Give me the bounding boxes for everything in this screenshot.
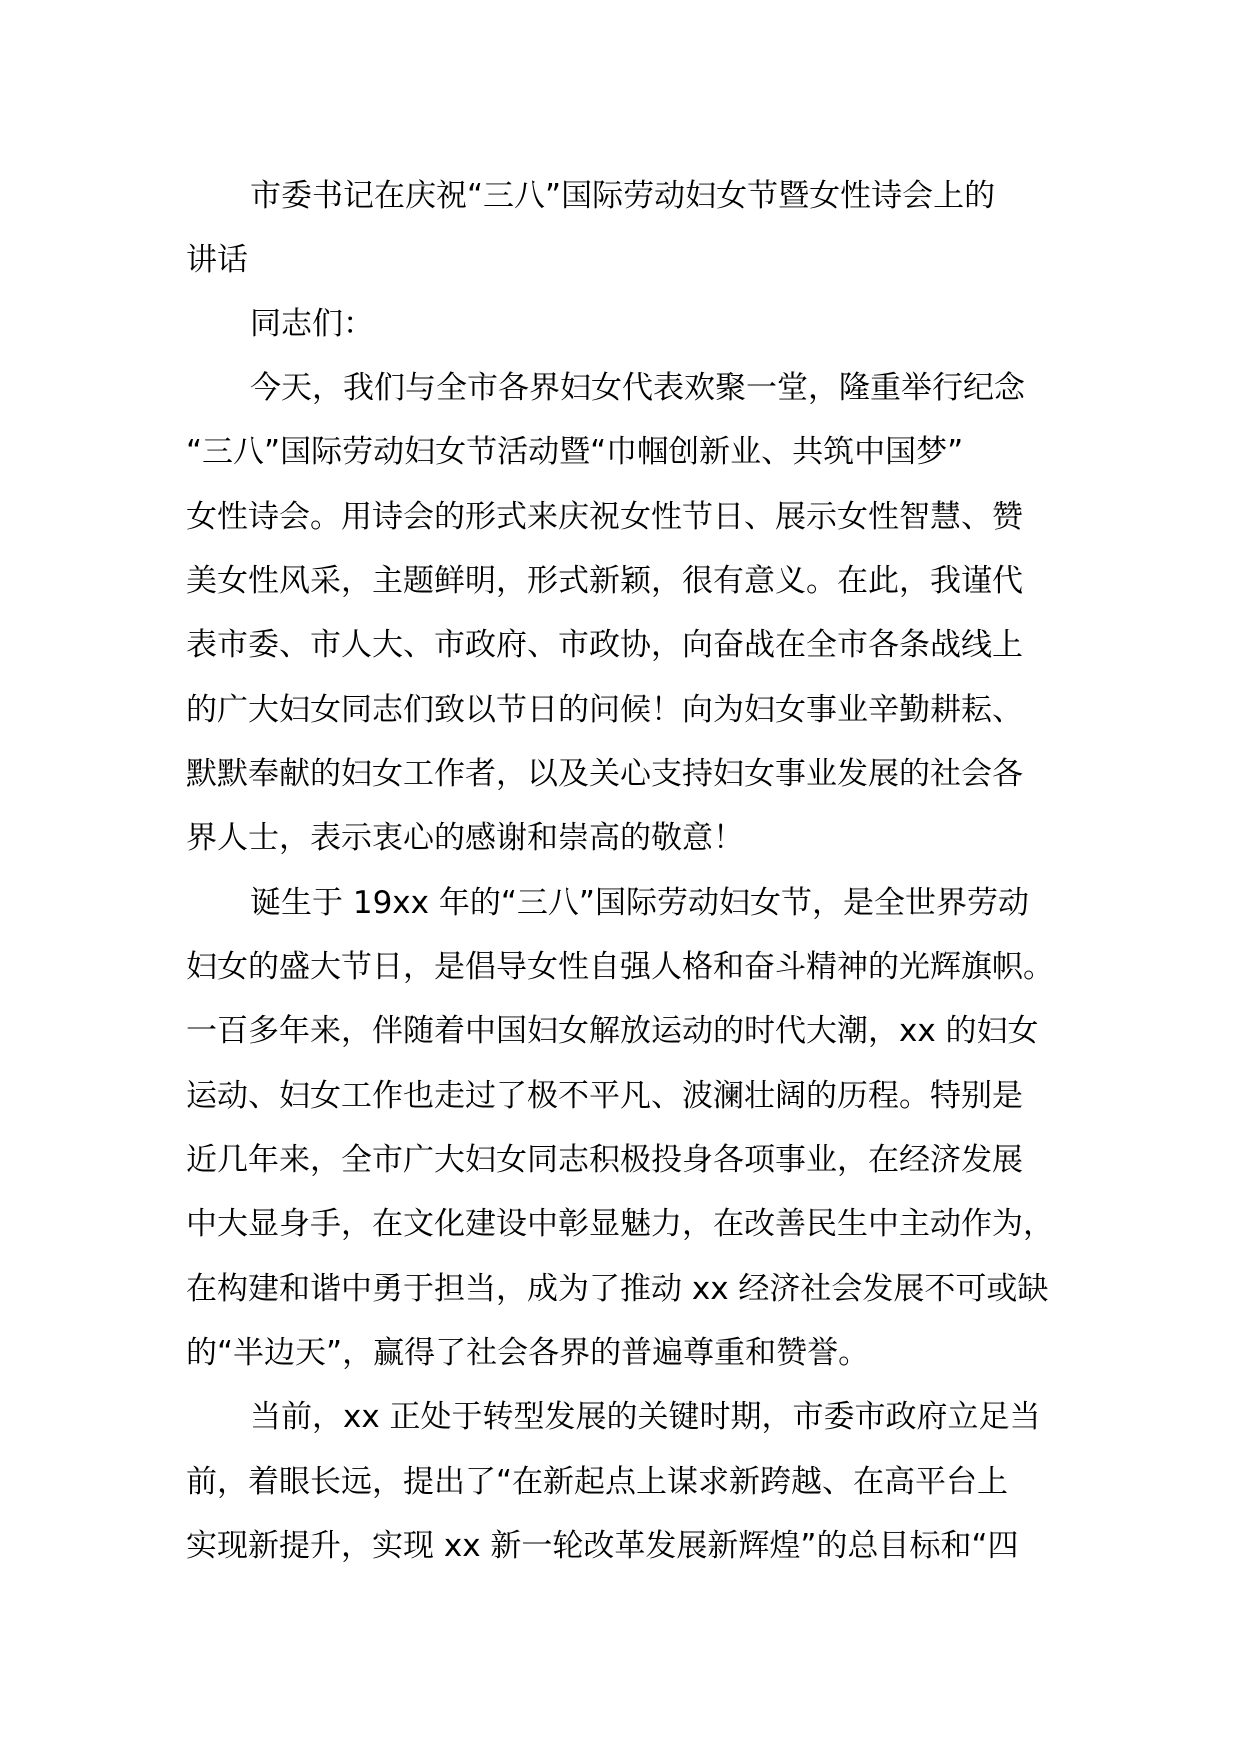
paragraph-line: 界人士，表示衷心的感谢和崇高的敬意！	[186, 820, 744, 856]
paragraph-line: 在构建和谐中勇于担当，成为了推动 xx 经济社会发展不可或缺	[186, 1271, 1049, 1307]
paragraph-line: 默默奉献的妇女工作者，以及关心支持妇女事业发展的社会各	[186, 756, 1023, 792]
paragraph-line: 近几年来，全市广大妇女同志积极投身各项事业，在经济发展	[186, 1142, 1023, 1178]
paragraph-line: 美女性风采，主题鲜明，形式新颖，很有意义。在此，我谨代	[186, 563, 1023, 599]
paragraph-line: “三八”国际劳动妇女节活动暨“巾帼创新业、共筑中国梦”	[186, 434, 964, 470]
paragraph-line: 的广大妇女同志们致以节日的问候！向为妇女事业辛勤耕耘、	[186, 692, 1023, 728]
title-line-2: 讲话	[186, 242, 248, 278]
paragraph-line: 当前，xx 正处于转型发展的关键时期，市委市政府立足当	[250, 1399, 1041, 1435]
paragraph-line: 中大显身手，在文化建设中彰显魅力，在改善民生中主动作为，	[186, 1206, 1054, 1242]
paragraph-line: 一百多年来，伴随着中国妇女解放运动的时代大潮，xx 的妇女	[186, 1013, 1039, 1049]
paragraph-line: 诞生于 19xx 年的“三八”国际劳动妇女节，是全世界劳动	[250, 885, 1029, 921]
paragraph-line: 表市委、市人大、市政府、市政协，向奋战在全市各条战线上	[186, 627, 1023, 663]
paragraph-line: 今天，我们与全市各界妇女代表欢聚一堂，隆重举行纪念	[250, 370, 1025, 406]
paragraph-line: 前，着眼长远，提出了“在新起点上谋求新跨越、在高平台上	[186, 1464, 1009, 1500]
paragraph-line: 的“半边天”，赢得了社会各界的普遍尊重和赞誉。	[186, 1335, 870, 1371]
paragraph-line: 妇女的盛大节日，是倡导女性自强人格和奋斗精神的光辉旗帜。	[186, 949, 1054, 985]
paragraph-line: 女性诗会。用诗会的形式来庆祝女性节日、展示女性智慧、赞	[186, 499, 1023, 535]
salutation: 同志们：	[250, 306, 374, 342]
paragraph-line: 实现新提升，实现 xx 新一轮改革发展新辉煌”的总目标和“四	[186, 1528, 1019, 1564]
paragraph-line: 运动、妇女工作也走过了极不平凡、波澜壮阔的历程。特别是	[186, 1078, 1023, 1114]
title-line-1: 市委书记在庆祝“三八”国际劳动妇女节暨女性诗会上的	[250, 178, 996, 214]
